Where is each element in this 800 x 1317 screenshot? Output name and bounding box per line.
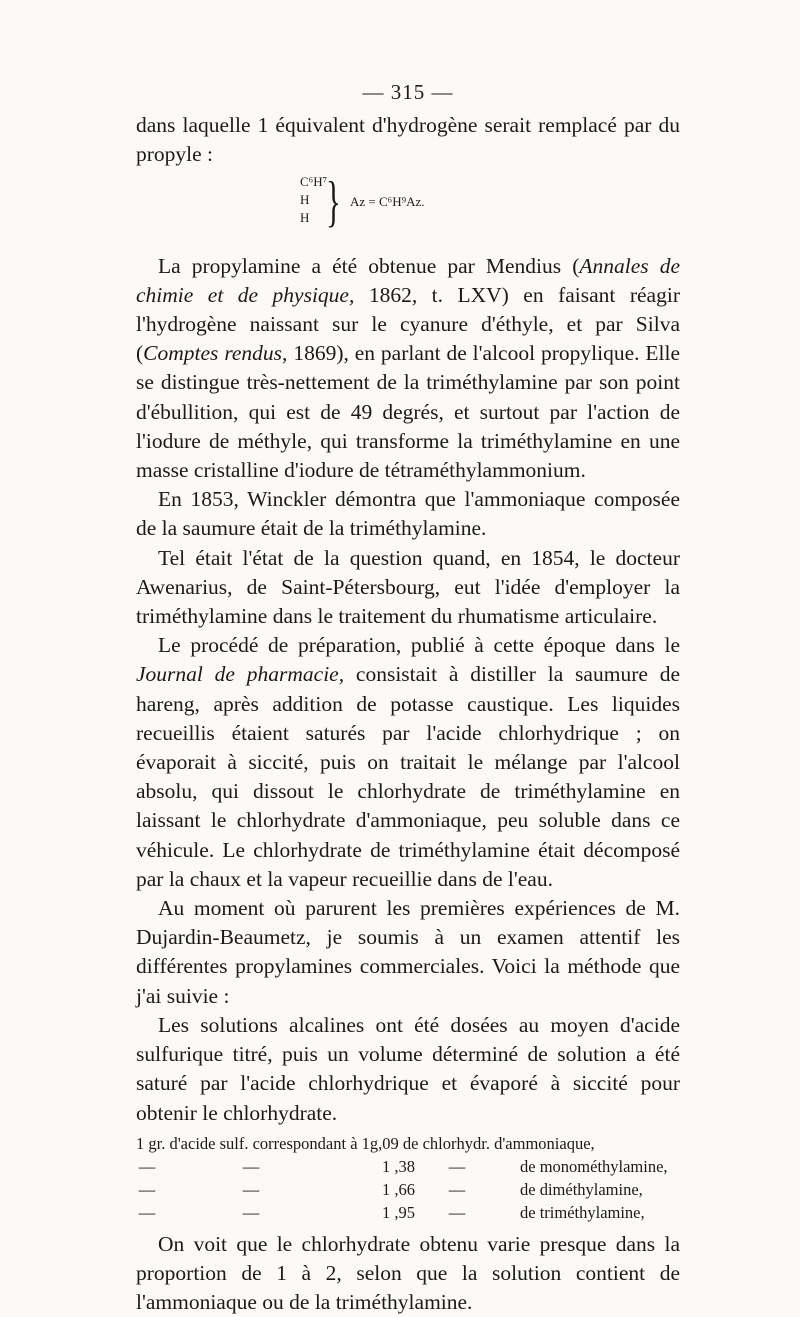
- formula-line-1: C⁶H⁷: [300, 173, 328, 189]
- curly-brace-icon: }: [326, 170, 341, 233]
- table-label: de monométhylamine,: [520, 1156, 668, 1176]
- paragraph-propylamine: [136, 252, 680, 486]
- text: 1869), en parlant de l'alcool propylique. Elle se distingue très-nettement de la triméthylamine par son point d'ébullition, qui est de 49 degrés, et surtout par l'action de l'iodure de méthyle, qui transforme la triméthylamine en une masse cristalline d'iodure de tétraméthylammonium.: [136, 341, 680, 483]
- formula-line-3: H: [300, 209, 310, 225]
- table-label: de diméthylamine,: [520, 1179, 643, 1199]
- table-label: de triméthylamine,: [520, 1202, 645, 1222]
- table-row: [136, 1132, 680, 1155]
- ditto-mark: —: [448, 1202, 466, 1222]
- citation: Annales de chimie et de physique,: [136, 253, 680, 307]
- text: 1862, t. LXV) en faisant réagir l'hydrogène naissant sur le cyanure d'éthyle, et par Silva (: [136, 282, 680, 366]
- ditto-mark: —: [242, 1202, 260, 1222]
- citation: Journal de pharmacie,: [136, 662, 345, 687]
- citation: Comptes rendus,: [143, 341, 288, 366]
- ditto-mark: —: [242, 1156, 260, 1176]
- table-row: [136, 1155, 680, 1178]
- paragraph-method: Les solutions alcalines ont été dosées au moyen d'acide sulfurique titré, puis un volume déterminé de solution a été saturé par l'acide chlorhydrique et évaporé à siccité pour obtenir le chlorhydrate.: [136, 1012, 680, 1125]
- ditto-mark: —: [448, 1156, 466, 1176]
- ditto-mark: —: [138, 1202, 156, 1222]
- paragraph-awenarius: Tel était l'état de la question quand, en 1854, le docteur Awenarius, de Saint-Pétersbourg, eut l'idée d'employer la triméthylamine dans le traitement du rhumatisme articulaire.: [136, 545, 680, 629]
- paragraph-experiences: Au moment où parurent les premières expériences de M. Dujardin-Beaumetz, je soumis à un examen attentif les différentes propylamines commerciales. Voici la méthode que j'ai suivie :: [136, 896, 680, 1008]
- table-cell: 1 gr. d'acide sulf. correspondant à 1g,09 de chlorhydr. d'ammoniaque,: [136, 1133, 595, 1153]
- intro-line: dans laquelle 1 équivalent d'hydrogène serait remplacé par du propyle :: [136, 113, 680, 167]
- ditto-mark: —: [242, 1179, 260, 1199]
- paragraph-conclusion: On voit que le chlorhydrate obtenu varie presque dans la proportion de 1 à 2, selon que la solution contient de l'ammoniaque ou de la triméthylamine.: [136, 1231, 680, 1315]
- paragraph-winckler: En 1853, Winckler démontra que l'ammoniaque composée de la saumure était de la triméthylamine.: [136, 487, 680, 541]
- titration-table: [136, 1132, 680, 1224]
- page-number: — 315 —: [362, 80, 454, 104]
- table-row: [136, 1178, 680, 1201]
- ditto-mark: —: [138, 1156, 156, 1176]
- page: [136, 78, 680, 1317]
- text: La propylamine a été obtenue par Mendius (: [158, 253, 580, 278]
- table-value: 1 ,66: [382, 1179, 415, 1199]
- paragraph-preparation: [136, 631, 680, 894]
- chemical-formula: [136, 172, 680, 248]
- table-value: 1 ,95: [382, 1202, 415, 1222]
- text: consistait à distiller la saumure de hareng, après addition de potasse caustique. Les liquides recueillis étaient saturés par l'acide chlorhydrique ; on évaporait à siccité, puis on traitait le mélange par l'alcool absolu, qui dissout le chlorhydrate de triméthylamine en laissant le chlorhydrate d'ammoniaque, peu soluble dans ce véhicule. Le chlorhydrate de triméthylamine était décomposé par la chaux et la vapeur recueillie dans de l'eau.: [136, 662, 680, 891]
- table-row: [136, 1201, 680, 1224]
- table-value: 1 ,38: [382, 1156, 415, 1176]
- formula-line-2: H: [300, 191, 310, 207]
- ditto-mark: —: [138, 1179, 156, 1199]
- ditto-mark: —: [448, 1179, 466, 1199]
- formula-rhs: Az = C⁶H⁹Az.: [350, 193, 425, 209]
- text: Le procédé de préparation, publié à cette époque dans le: [158, 633, 680, 658]
